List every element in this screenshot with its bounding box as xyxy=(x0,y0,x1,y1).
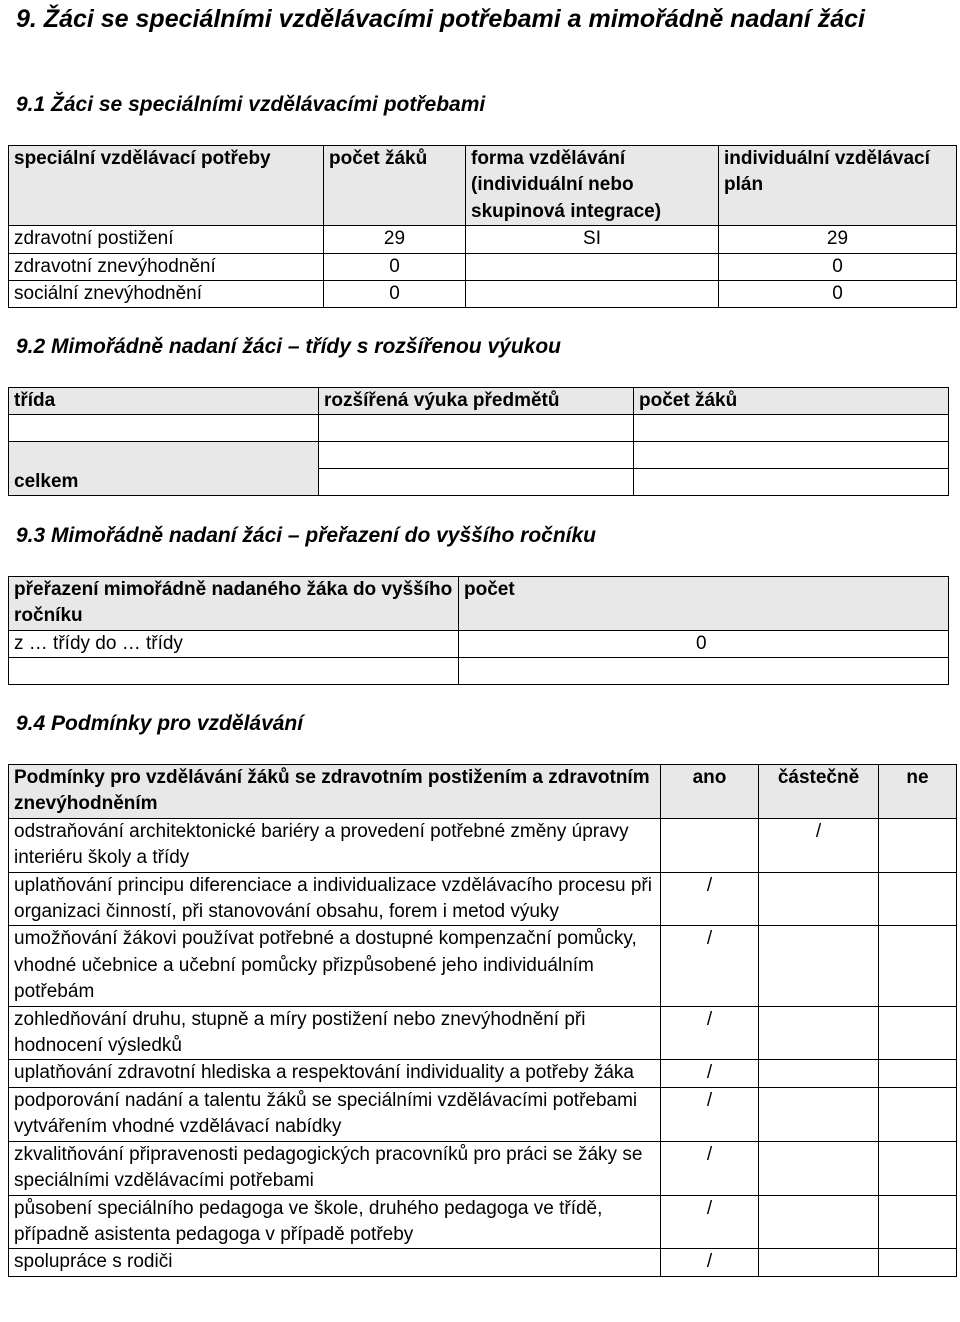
section-9-4-title: 9.4 Podmínky pro vzdělávání xyxy=(16,712,304,735)
table-cell: 0 xyxy=(324,281,466,308)
table-cell xyxy=(759,1195,879,1249)
table-cell: 0 xyxy=(719,281,957,308)
table-cell xyxy=(466,253,719,280)
column-header: počet žáků xyxy=(324,146,466,226)
column-header: ne xyxy=(879,765,957,819)
table-cell: podporování nadání a talentu žáků se speciálními vzdělávacími potřebami vytvářením vhodné vzdělávací nabídky xyxy=(9,1087,661,1141)
table-cell: zdravotní znevýhodnění xyxy=(9,253,324,280)
table-row xyxy=(9,658,949,685)
table-row xyxy=(9,415,949,442)
column-header: speciální vzdělávací potřeby xyxy=(9,146,324,226)
table-cell: uplatňování zdravotní hlediska a respektování individuality a potřeby žáka xyxy=(9,1060,661,1087)
table-cell xyxy=(319,469,634,496)
table-cell xyxy=(879,872,957,926)
table-row xyxy=(9,226,957,253)
table-cell xyxy=(759,1141,879,1195)
table-row xyxy=(9,1006,957,1060)
table-cell: 29 xyxy=(324,226,466,253)
table-cell: sociální znevýhodnění xyxy=(9,281,324,308)
table-cell: uplatňování principu diferenciace a individualizace vzdělávacího procesu při organizaci činností, při stanovování obsahu, forem i metod výuky xyxy=(9,872,661,926)
table-cell xyxy=(879,926,957,1006)
table-cell xyxy=(319,442,634,469)
column-header: počet žáků xyxy=(634,388,949,415)
table-row xyxy=(9,1060,957,1087)
table-cell xyxy=(9,658,459,685)
table-cell: umožňování žákovi používat potřebné a dostupné kompenzační pomůcky, vhodné učebnice a učební pomůcky přizpůsobené jeho individuálním potřebám xyxy=(9,926,661,1006)
table-row xyxy=(9,281,957,308)
main-title: 9. Žáci se speciálními vzdělávacími potřebami a mimořádně nadaní žáci xyxy=(16,5,865,33)
table-header-row xyxy=(9,577,949,631)
table-cell: z … třídy do … třídy xyxy=(9,630,459,657)
table-row xyxy=(9,818,957,872)
table-cell: 29 xyxy=(719,226,957,253)
table-cell: působení speciálního pedagoga ve škole, druhého pedagoga ve třídě, případně asistenta pedagoga v případě potřeby xyxy=(9,1195,661,1249)
column-header: třída xyxy=(9,388,319,415)
table-cell xyxy=(759,1006,879,1060)
table-cell xyxy=(9,415,319,442)
table-cell: SI xyxy=(466,226,719,253)
table-cell xyxy=(759,926,879,1006)
table-cell xyxy=(759,1087,879,1141)
table-cell: / xyxy=(661,1249,759,1276)
table-cell: 0 xyxy=(459,630,949,657)
table-cell: / xyxy=(661,1006,759,1060)
column-header: částečně xyxy=(759,765,879,819)
table-cell: / xyxy=(661,872,759,926)
column-header: rozšířená výuka předmětů xyxy=(319,388,634,415)
table-cell xyxy=(879,1141,957,1195)
table-cell xyxy=(319,415,634,442)
table-cell xyxy=(759,872,879,926)
column-header: přeřazení mimořádně nadaného žáka do vyššího ročníku xyxy=(9,577,459,631)
table-cell xyxy=(879,1006,957,1060)
section-9-2-title: 9.2 Mimořádně nadaní žáci – třídy s rozšířenou výukou xyxy=(16,335,561,358)
column-header: počet xyxy=(459,577,949,631)
table-cell xyxy=(879,1195,957,1249)
table-cell: / xyxy=(661,1087,759,1141)
table-cell: / xyxy=(661,1141,759,1195)
table-cell: odstraňování architektonické bariéry a provedení potřebné změny úpravy interiéru školy a třídy xyxy=(9,818,661,872)
table-cell: / xyxy=(661,1060,759,1087)
table-cell xyxy=(879,818,957,872)
total-label: celkem xyxy=(9,442,319,496)
section-9-3-title: 9.3 Mimořádně nadaní žáci – přeřazení do vyššího ročníku xyxy=(16,524,597,547)
table-row xyxy=(9,253,957,280)
section-9-1-title: 9.1 Žáci se speciálními vzdělávacími potřebami xyxy=(16,93,486,116)
table-cell: / xyxy=(759,818,879,872)
table-cell xyxy=(634,442,949,469)
gifted-classes-table xyxy=(8,387,949,496)
table-header-row xyxy=(9,146,957,226)
table-row xyxy=(9,926,957,1006)
table-cell: spolupráce s rodiči xyxy=(9,1249,661,1276)
table-cell: zkvalitňování připravenosti pedagogických pracovníků pro práci se žáky se speciálními vzdělávacími potřebami xyxy=(9,1141,661,1195)
table-row xyxy=(9,1141,957,1195)
table-cell: zdravotní postižení xyxy=(9,226,324,253)
table-row xyxy=(9,872,957,926)
table-cell xyxy=(466,281,719,308)
table-cell xyxy=(759,1060,879,1087)
table-row xyxy=(9,1195,957,1249)
table-row xyxy=(9,630,949,657)
conditions-table xyxy=(8,764,957,1277)
table-header-row xyxy=(9,388,949,415)
table-cell xyxy=(879,1087,957,1141)
table-row xyxy=(9,1249,957,1276)
table-cell xyxy=(634,415,949,442)
table-row xyxy=(9,1087,957,1141)
table-cell xyxy=(879,1060,957,1087)
table-cell xyxy=(634,469,949,496)
table-cell: zohledňování druhu, stupně a míry postižení nebo znevýhodnění při hodnocení výsledků xyxy=(9,1006,661,1060)
column-header: ano xyxy=(661,765,759,819)
table-header-row xyxy=(9,765,957,819)
table-cell xyxy=(459,658,949,685)
table-cell xyxy=(759,1249,879,1276)
grade-skip-table xyxy=(8,576,949,685)
table-cell: / xyxy=(661,926,759,1006)
special-needs-table xyxy=(8,145,957,308)
table-cell xyxy=(661,818,759,872)
table-row xyxy=(9,442,949,469)
table-cell: 0 xyxy=(324,253,466,280)
table-cell: 0 xyxy=(719,253,957,280)
column-header: forma vzdělávání (individuální nebo skupinová integrace) xyxy=(466,146,719,226)
column-header: Podmínky pro vzdělávání žáků se zdravotním postižením a zdravotním znevýhodněním xyxy=(9,765,661,819)
table-cell xyxy=(879,1249,957,1276)
column-header: individuální vzdělávací plán xyxy=(719,146,957,226)
table-cell: / xyxy=(661,1195,759,1249)
